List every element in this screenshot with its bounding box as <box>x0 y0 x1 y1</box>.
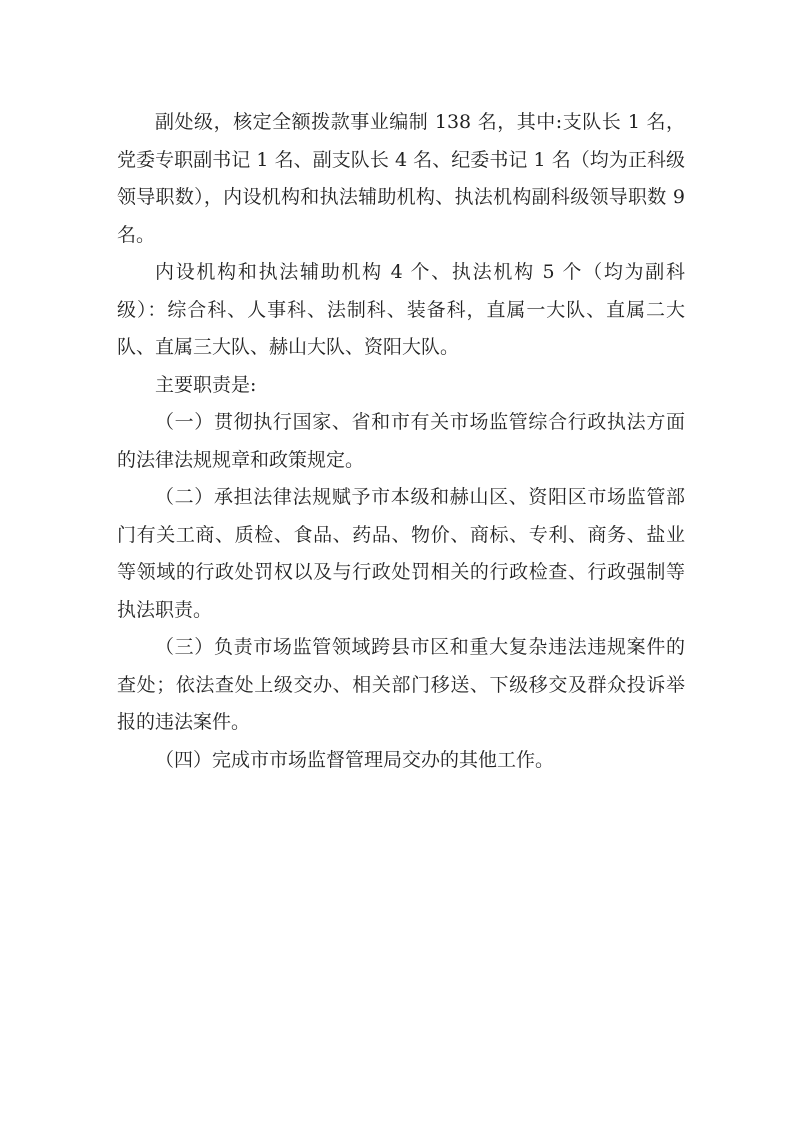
paragraph-duty-2: （二）承担法律法规赋予市本级和赫山区、资阳区市场监管部门有关工商、质检、食品、药品、物价、商标、专利、商务、盐业等领域的行政处罚权以及与行政处罚相关的行政检查、行政强制等执法职责。 <box>117 486 685 621</box>
paragraph-staffing: 副处级，核定全额拨款事业编制 138 名，其中:支队长 1 名，党委专职副书记 1 名、副支队长 4 名、纪委书记 1 名（均为正科级领导职数），内设机构和执法辅助机构、执法机构副科级领导职数 9 名。 <box>117 111 685 246</box>
paragraph-duty-1: （一）贯彻执行国家、省和市有关市场监管综合行政执法方面的法律法规规章和政策规定。 <box>117 411 685 471</box>
paragraph-duties-heading: 主要职责是: <box>155 373 257 396</box>
paragraph-duty-4: （四）完成市市场监督管理局交办的其他工作。 <box>155 748 555 771</box>
paragraph-duty-3: （三）负责市场监管领域跨县市区和重大复杂违法违规案件的查处；依法查处上级交办、相关部门移送、下级移交及群众投诉举报的违法案件。 <box>117 636 685 733</box>
paragraph-internal-organs: 内设机构和执法辅助机构 4 个、执法机构 5 个（均为副科级）：综合科、人事科、法制科、装备科，直属一大队、直属二大队、直属三大队、赫山大队、资阳大队。 <box>117 261 685 358</box>
document-body <box>117 104 685 779</box>
